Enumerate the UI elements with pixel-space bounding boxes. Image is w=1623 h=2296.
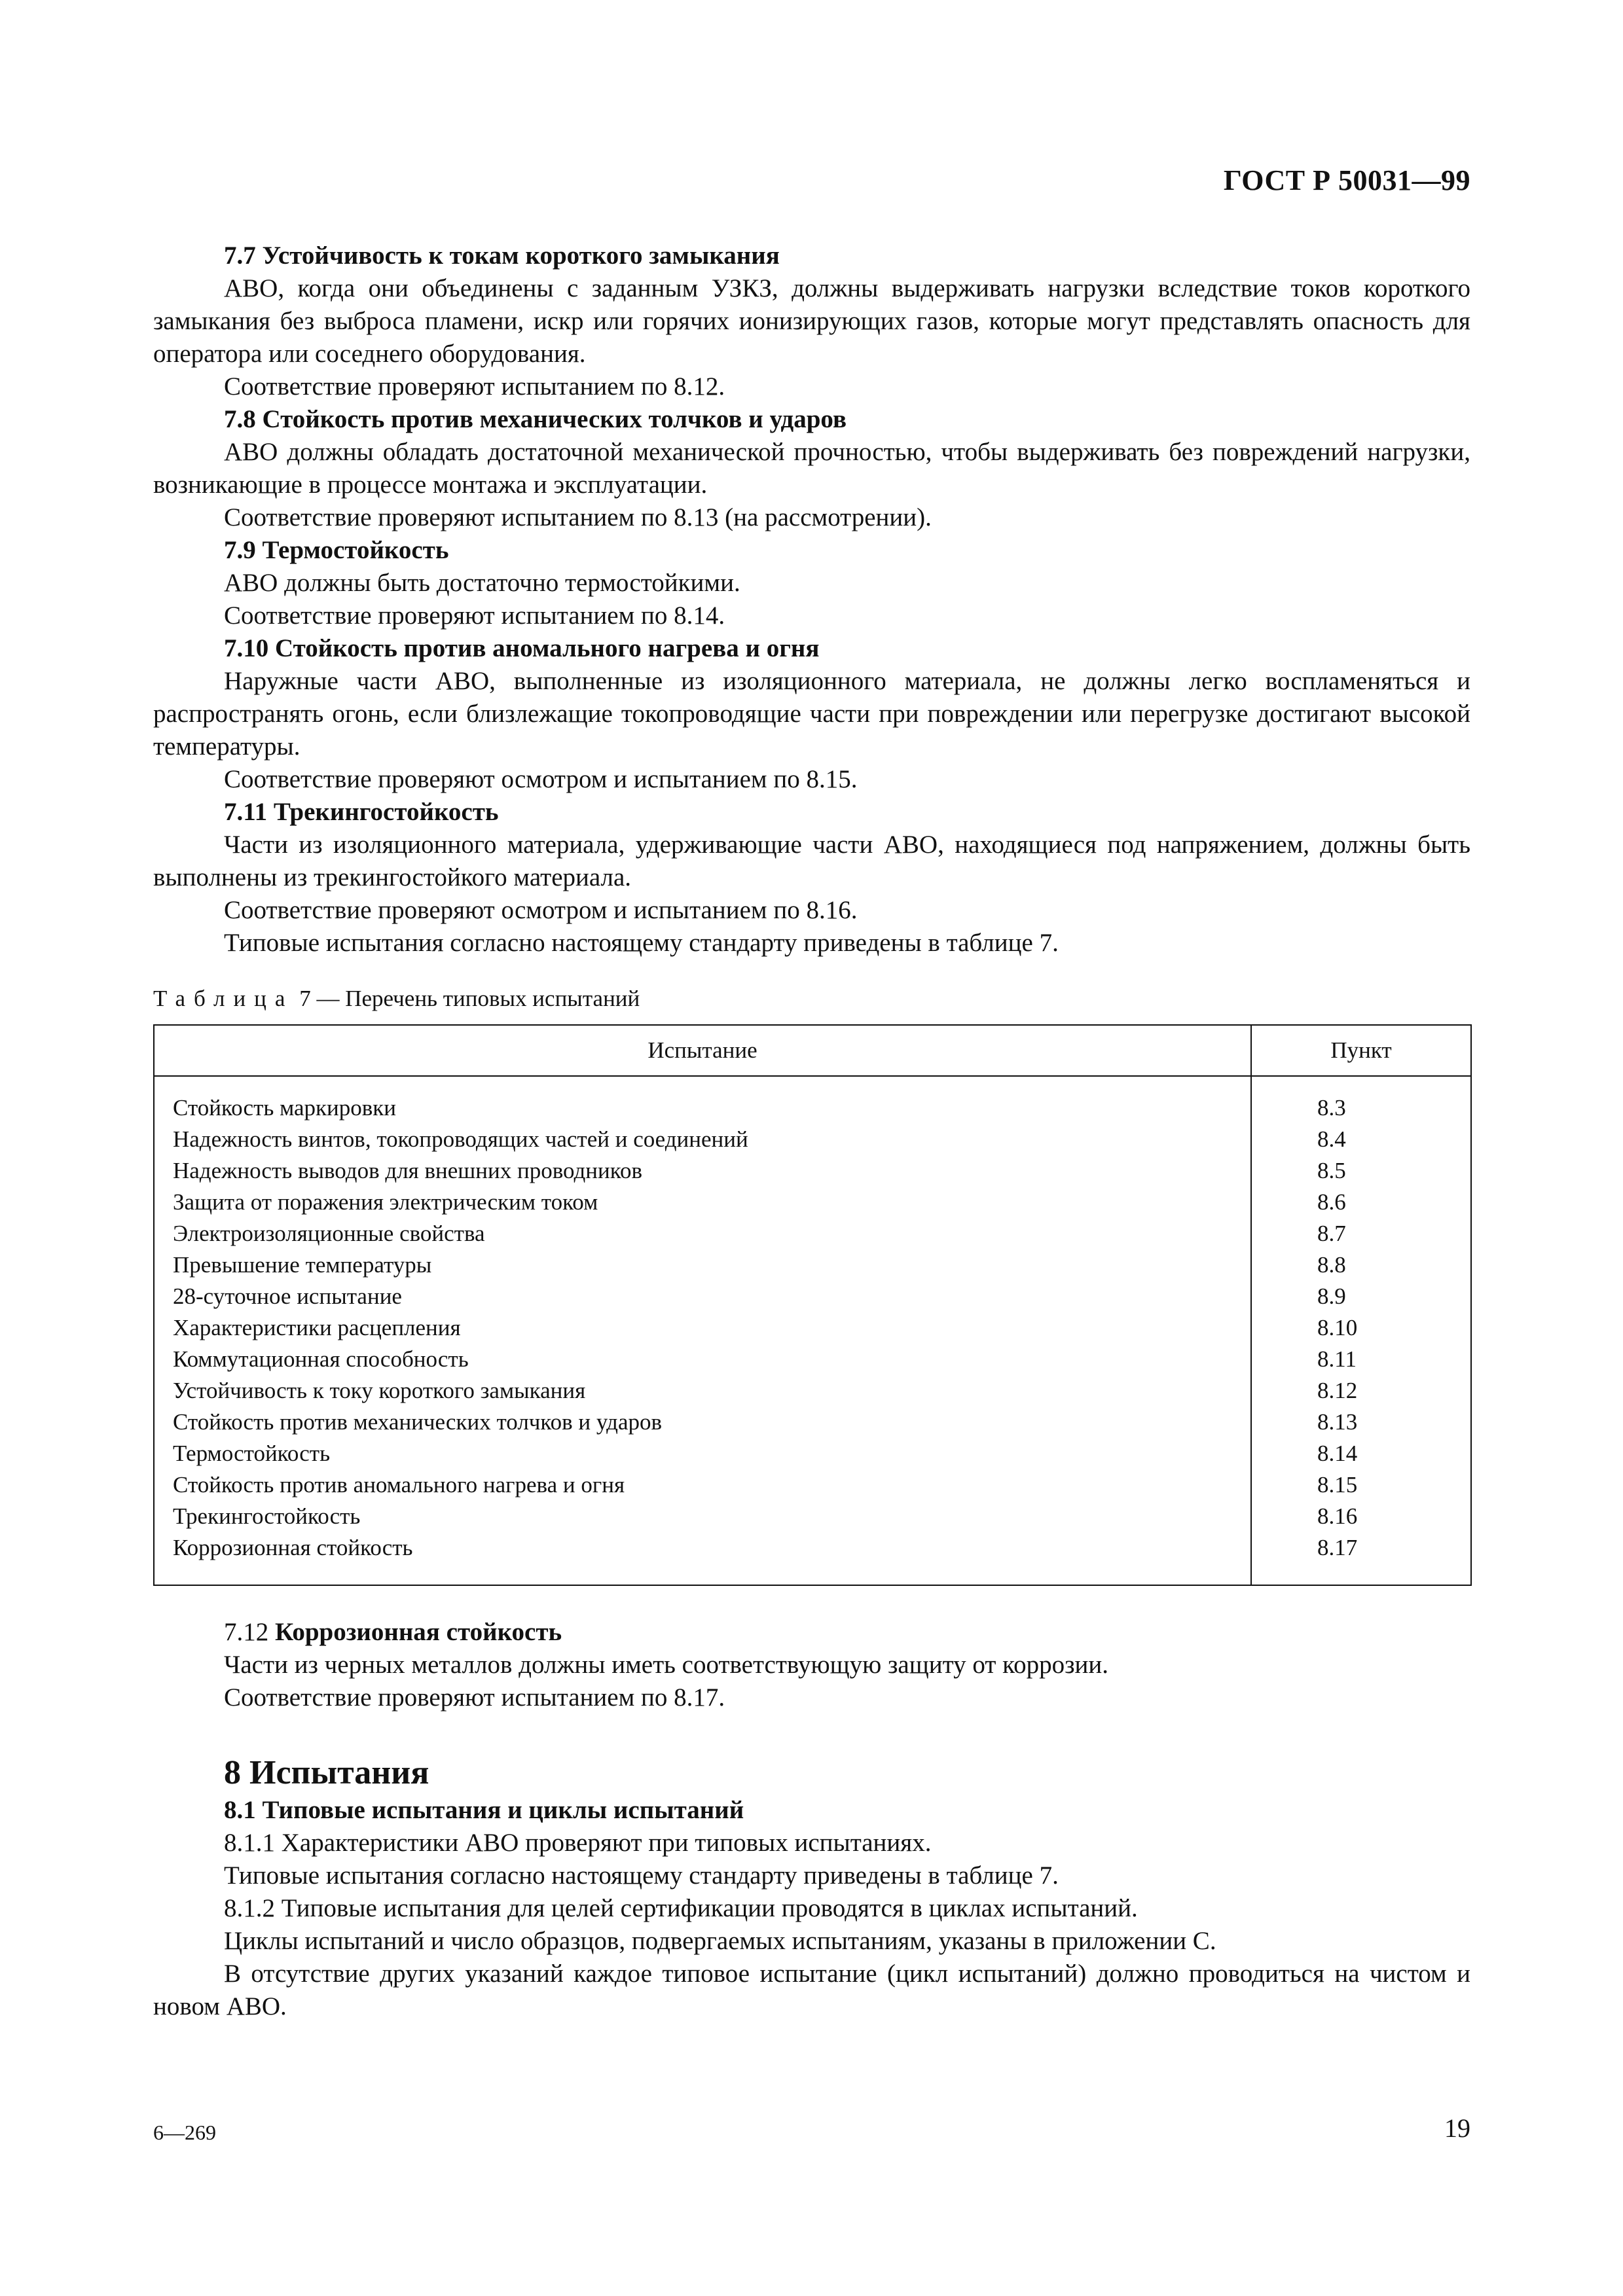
clause-cell: 8.14 <box>1317 1441 1358 1466</box>
clause-cell: 8.4 <box>1317 1126 1346 1152</box>
test-name-cell: Надежность винтов, токопроводящих частей и соединений <box>173 1126 748 1152</box>
section-7-9-title: 7.9 Термостойкость <box>224 536 449 564</box>
section-8-1-2-note: В отсутствие других указаний каждое типовое испытание (цикл испытаний) должно проводиться на чистом и новом АВО. <box>153 1960 1470 2020</box>
section-7-9-compliance: Соответствие проверяют испытанием по 8.14. <box>224 601 725 630</box>
section-7-12-text: Части из черных металлов должны иметь соответствующую защиту от коррозии. <box>224 1651 1109 1679</box>
type-tests-table <box>153 1024 1472 1586</box>
section-7-11-title: 7.11 Трекингостойкость <box>224 798 499 826</box>
section-8-1-2-text: 8.1.2 Типовые испытания для целей сертификации проводятся в циклах испытаний. <box>224 1894 1138 1922</box>
table-7-caption <box>153 984 1470 1013</box>
section-7-12-compliance: Соответствие проверяют испытанием по 8.17. <box>224 1683 725 1712</box>
column-header-test: Испытание <box>154 1025 1251 1076</box>
clause-cell: 8.3 <box>1317 1095 1346 1121</box>
clause-cell: 8.15 <box>1317 1472 1358 1498</box>
section-8-1-1-text: 8.1.1 Характеристики АВО проверяют при типовых испытаниях. <box>224 1829 932 1857</box>
clause-cell: 8.9 <box>1317 1283 1346 1309</box>
section-8-1-2-appendix-ref: Циклы испытаний и число образцов, подвергаемых испытаниям, указаны в приложении С. <box>224 1927 1216 1955</box>
section-7-11-compliance: Соответствие проверяют осмотром и испытанием по 8.16. <box>224 896 858 924</box>
section-7-7-text: АВО, когда они объединены с заданным УЗКЗ, должны выдерживать нагрузки вследствие токов короткого замыкания без выброса пламени, искр или горячих ионизирующих газов, которые могут представлять опасность для оператора или соседнего оборудования. <box>153 274 1470 368</box>
clause-cell: 8.10 <box>1317 1315 1358 1340</box>
clause-cell: 8.16 <box>1317 1503 1358 1529</box>
test-name-column <box>154 1076 1251 1585</box>
table-body-row <box>154 1076 1471 1585</box>
section-7-12-title <box>153 1616 1470 1649</box>
test-name-cell: Устойчивость к току короткого замыкания <box>173 1378 586 1403</box>
print-code: 6—269 <box>153 2121 216 2144</box>
document-code-header: ГОСТ Р 50031—99 <box>1223 164 1470 196</box>
section-7-9-text: АВО должны быть достаточно термостойкими. <box>224 569 740 597</box>
table-caption-text: 7 — Перечень типовых испытаний <box>299 986 640 1011</box>
clause-cell: 8.12 <box>1317 1378 1358 1403</box>
test-name-cell: Коррозионная стойкость <box>173 1535 413 1560</box>
test-name-cell: Характеристики расцепления <box>173 1315 461 1340</box>
clause-cell: 8.13 <box>1317 1409 1358 1435</box>
clause-cell: 8.6 <box>1317 1189 1346 1215</box>
clause-column <box>1251 1076 1471 1585</box>
test-name-cell: Коммутационная способность <box>173 1346 469 1372</box>
test-name-cell: Электроизоляционные свойства <box>173 1221 485 1246</box>
section-7-7-title: 7.7 Устойчивость к токам короткого замыкания <box>224 242 780 270</box>
page-body <box>153 240 1470 2023</box>
test-name-cell: Стойкость маркировки <box>173 1095 397 1121</box>
column-header-clause: Пункт <box>1251 1025 1471 1076</box>
clause-cell: 8.8 <box>1317 1252 1346 1278</box>
test-name-cell: Термостойкость <box>173 1441 331 1466</box>
section-7-8-compliance: Соответствие проверяют испытанием по 8.13 (на рассмотрении). <box>224 503 932 531</box>
section-7-10-text: Наружные части АВО, выполненные из изоляционного материала, не должны легко воспламеняться и распространять огонь, если близлежащие токопроводящие части при повреждении или перегрузке достигают высокой температуры. <box>153 667 1470 761</box>
test-name-cell: 28-суточное испытание <box>173 1283 402 1309</box>
page-number: 19 <box>1444 2113 1470 2143</box>
clause-cell: 8.5 <box>1317 1158 1346 1183</box>
test-name-cell: Защита от поражения электрическим током <box>173 1189 598 1215</box>
section-7-12-number: 7.12 <box>224 1618 269 1646</box>
section-7-10-compliance: Соответствие проверяют осмотром и испытанием по 8.15. <box>224 765 858 793</box>
table-header-row <box>154 1025 1471 1076</box>
section-7-11-table-ref: Типовые испытания согласно настоящему стандарту приведены в таблице 7. <box>224 929 1059 957</box>
section-7-11-text: Части из изоляционного материала, удерживающие части АВО, находящиеся под напряжением, должны быть выполнены из трекингостойкого материала. <box>153 831 1470 891</box>
section-7-10-title: 7.10 Стойкость против аномального нагрева и огня <box>224 634 820 662</box>
clause-cell: 8.7 <box>1317 1221 1346 1246</box>
test-name-cell: Превышение температуры <box>173 1252 432 1278</box>
section-8-title: 8 Испытания <box>224 1754 429 1791</box>
section-7-7-compliance: Соответствие проверяют испытанием по 8.12. <box>224 372 725 401</box>
section-8-1-1-table-ref: Типовые испытания согласно настоящему стандарту приведены в таблице 7. <box>224 1861 1059 1890</box>
test-name-cell: Стойкость против аномального нагрева и огня <box>173 1472 625 1498</box>
section-7-8-text: АВО должны обладать достаточной механической прочностью, чтобы выдерживать без повреждений нагрузки, возникающие в процессе монтажа и эксплуатации. <box>153 438 1470 499</box>
section-8-1-title: 8.1 Типовые испытания и циклы испытаний <box>224 1796 744 1824</box>
section-7-12 <box>153 1616 1470 1714</box>
test-name-cell: Надежность выводов для внешних проводников <box>173 1158 642 1183</box>
section-7-12-title-text: Коррозионная стойкость <box>275 1618 562 1646</box>
clause-cell: 8.11 <box>1317 1346 1357 1372</box>
clause-cell: 8.17 <box>1317 1535 1358 1560</box>
section-7-8-title: 7.8 Стойкость против механических толчков и ударов <box>224 405 847 433</box>
test-name-cell: Стойкость против механических толчков и ударов <box>173 1409 663 1435</box>
test-name-cell: Трекингостойкость <box>173 1503 361 1529</box>
table-caption-word: Таблица <box>153 986 294 1011</box>
